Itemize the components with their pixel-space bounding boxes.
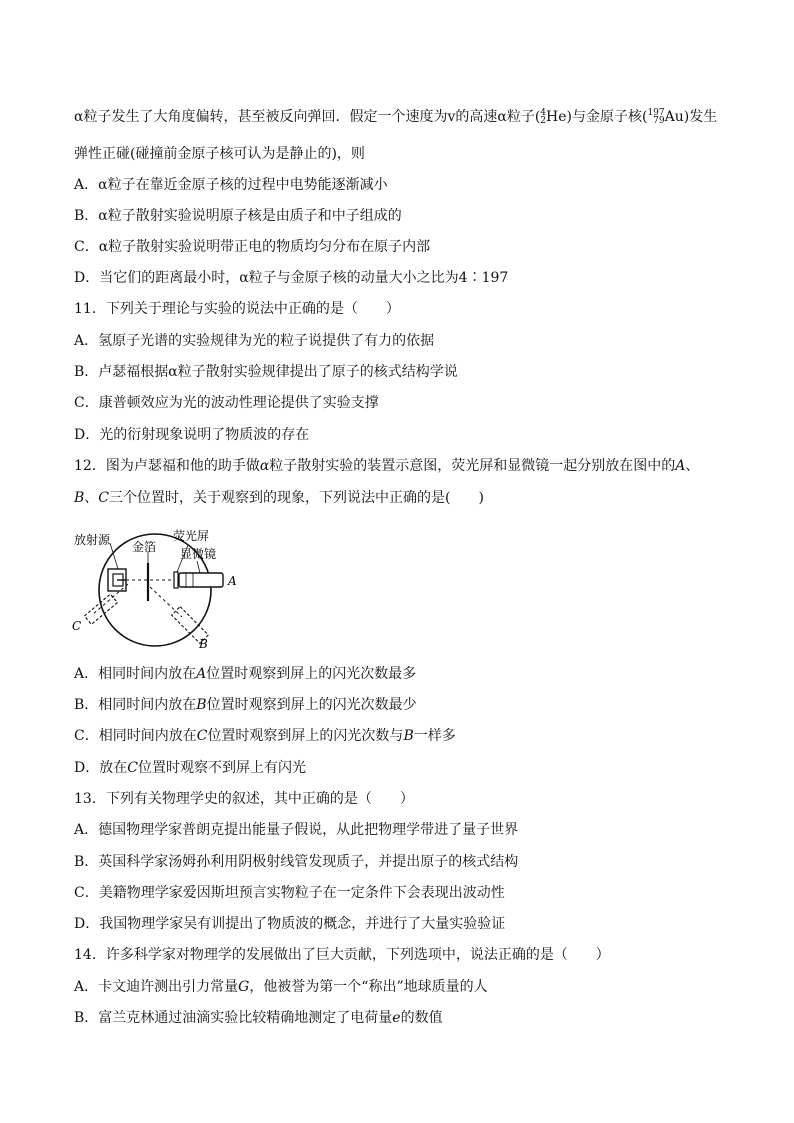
- q14-option-b: B．富兰克林通过油滴实验比较精确地测定了电荷量e的数值: [74, 1010, 443, 1026]
- fluorescent-screen-a: [174, 572, 178, 588]
- q13-option-a: A．德国物理学家普朗克提出能量子假说，从此把物理学带进了量子世界: [74, 822, 519, 838]
- q10-option-d: D．当它们的距离最小时，α粒子与金原子核的动量大小之比为4∶197: [74, 270, 509, 286]
- q10-option-a: A．α粒子在靠近金原子核的过程中电势能逐渐减小: [74, 177, 388, 193]
- label-radiation-source: 放射源: [74, 533, 111, 547]
- q11-stem: 11．下列关于理论与实验的说法中正确的是（ ）: [74, 301, 400, 317]
- q13-option-b: B．英国科学家汤姆孙利用阴极射线管发现质子，并提出原子的核式结构: [74, 854, 519, 870]
- he-isotope-notation: 4 2: [540, 108, 547, 126]
- dashed-microscope-c: [84, 594, 117, 624]
- leader-microscope: [197, 561, 200, 573]
- label-fluorescent-screen: 荧光屏: [173, 529, 210, 543]
- label-position-a: A: [228, 574, 237, 588]
- q11-option-a: A．氢原子光谱的实验规律为光的粒子说提供了有力的依据: [74, 333, 435, 349]
- q13-option-c: C．美籍物理学家爱因斯坦预言实物粒子在一定条件下会表现出波动性: [74, 885, 505, 901]
- q12-option-a: A．相同时间内放在A位置时观察到屏上的闪光次数最多: [74, 666, 417, 682]
- label-microscope: 显微镜: [180, 547, 217, 561]
- q11-option-d: D．光的衍射现象说明了物质波的存在: [74, 427, 310, 443]
- scatter-path-c: [92, 584, 128, 615]
- q10-option-b: B．α粒子散射实验说明原子核是由质子和中子组成的: [74, 208, 402, 224]
- scatter-path-b: [150, 587, 182, 617]
- q14-option-a: A．卡文迪许测出引力常量G，他被誉为第一个“称出”地球质量的人: [74, 979, 488, 995]
- q14-stem: 14．许多科学家对物理学的发展做出了巨大贡献，下列选项中，说法正确的是（ ）: [74, 947, 610, 963]
- q11-option-b: B．卢瑟福根据α粒子散射实验规律提出了原子的核式结构学说: [74, 364, 458, 380]
- q13-stem: 13．下列有关物理学史的叙述，其中正确的是（ ）: [74, 791, 414, 807]
- q12-stem-line-1: 12．图为卢瑟福和他的助手做α粒子散射实验的装置示意图，荧光屏和显微镜一起分别放在图中的A、: [74, 458, 700, 474]
- label-position-c: C: [72, 619, 82, 633]
- q12-stem-line-2: B、C三个位置时，关于观察到的现象，下列说法中正确的是( ): [74, 490, 484, 506]
- rutherford-scattering-apparatus-diagram: [70, 527, 250, 655]
- label-gold-foil: 金箔: [132, 540, 157, 554]
- q10-stem-line-1: α粒子发生了大角度偏转，甚至被反向弹回．假定一个速度为v的高速α粒子( 4 2 He)与金原子核( 197 79 Au)发生: [74, 108, 718, 126]
- q12-option-c: C．相同时间内放在C位置时观察到屏上的闪光次数与B一样多: [74, 728, 456, 744]
- q12-option-d: D．放在C位置时观察不到屏上有闪光: [74, 760, 306, 776]
- q10-option-c: C．α粒子散射实验说明带正电的物质均匀分布在原子内部: [74, 239, 431, 255]
- q13-option-d: D．我国物理学家吴有训提出了物质波的概念，并进行了大量实验验证: [74, 916, 506, 932]
- label-position-b: B: [199, 637, 208, 651]
- au-isotope-notation: 197 79: [647, 108, 665, 126]
- q11-option-c: C．康普顿效应为光的波动性理论提供了实验支撑: [74, 395, 379, 411]
- q12-option-b: B．相同时间内放在B位置时观察到屏上的闪光次数最少: [74, 697, 417, 713]
- q10-stem-line-2: 弹性正碰(碰撞前金原子核可认为是静止的)，则: [74, 146, 365, 162]
